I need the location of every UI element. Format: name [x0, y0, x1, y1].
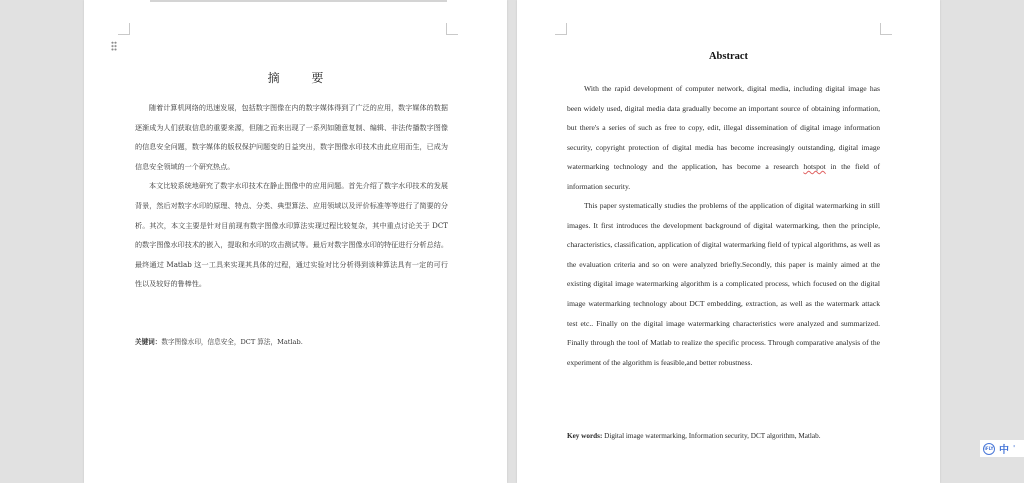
chinese-paragraph-2: 本文比较系统地研究了数字水印技术在静止图像中的应用问题。首先介绍了数字水印技术的发展背景，然后对数字水印的原理、特点、分类、典型算法、应用领域以及评价标准等等进行了简要的分析。其次，本文主要是针对目前现有数字图像水印算法实现过程比较复杂，其中重点讨论关于 DCT 的数字图像水印技术的嵌入，提取和水印的攻击测试等。最后对数字图像水印的特征进行分析总结。最终通过 Matlab 这一工具来实现其具体的过程，通过实验对比分析得到该种算法具有一定的可行性以及较好的鲁棒性。 — [135, 181, 448, 289]
chinese-keywords-label: 关键词： — [135, 338, 162, 346]
margin-corner-mark — [118, 23, 130, 35]
margin-corner-mark — [446, 23, 458, 35]
english-keywords-label: Key words: — [567, 432, 603, 440]
english-paragraph-2: This paper systematically studies the problems of the application of digital watermarking in still images. It first introduces the development background of digital watermarking, then the principle, characteristics, classification, application of digital watermarking field of typical algorithms, as well as the evaluation criteria and so on were analyzed briefly.Secondly, this paper is mainly aimed at the existing digital image watermarking algorithm is a complicated process, which focused on the digital image watermarking technology about DCT embedding, extraction, as well as the watermark attack test etc.. Finally on the digital image watermarking characteristics were analyzed and summarized. Finally through the tool of Matlab to realize the specific process. Through comparative analysis of the experiment of the algorithm is feasible,and better robustness. — [567, 201, 880, 367]
drag-handle-icon[interactable] — [111, 41, 117, 51]
english-keywords — [567, 432, 887, 440]
ime-language-toggle[interactable]: 中 — [999, 445, 1009, 456]
margin-corner-mark — [880, 23, 892, 35]
english-keywords-text: Digital image watermarking, Information security, DCT algorithm, Matlab. — [602, 432, 821, 440]
document-page-left[interactable] — [84, 0, 507, 483]
chinese-keywords-text: 数字图像水印，信息安全，DCT 算法，Matlab. — [161, 338, 303, 346]
margin-corner-mark — [555, 23, 567, 35]
ime-logo-icon[interactable]: iFLY — [983, 443, 995, 455]
ime-toolbar[interactable] — [980, 440, 1024, 457]
english-abstract-title: Abstract — [708, 51, 749, 62]
ime-punctuation-toggle[interactable]: ' — [1013, 444, 1016, 453]
chinese-paragraph-1: 随着计算机网络的迅速发展，包括数字图像在内的数字媒体得到了广泛的应用，数字媒体的数据逐渐成为人们获取信息的重要来源，但随之而来出现了一系列如随意复制、编辑、非法传播数字图像的信息安全问题，数字媒体的版权保护问题变的日益突出，数字图像水印技术由此应用而生，已成为信息安全领域的一个研究热点。 — [135, 103, 448, 171]
document-page-right[interactable] — [517, 0, 940, 483]
english-paragraph-1: With the rapid development of computer network, digital media, including digital image has been widely used, digital media data gradually become an important source of obtaining information, but there's a series of such as free to copy, edit, illegal dissemination of digital image information security, copyright protection of digital media has become increasingly outstanding, digital image watermarking technology and the application, has become a research hotspot in the field of information security. — [567, 84, 880, 191]
spellcheck-flagged-word[interactable]: hotspot — [803, 162, 826, 172]
english-abstract-body[interactable] — [567, 79, 880, 372]
chinese-abstract-title: 摘 要 — [267, 71, 338, 85]
chinese-keywords — [135, 336, 455, 346]
page-top-edge — [150, 0, 447, 2]
chinese-abstract-body[interactable] — [135, 98, 448, 294]
